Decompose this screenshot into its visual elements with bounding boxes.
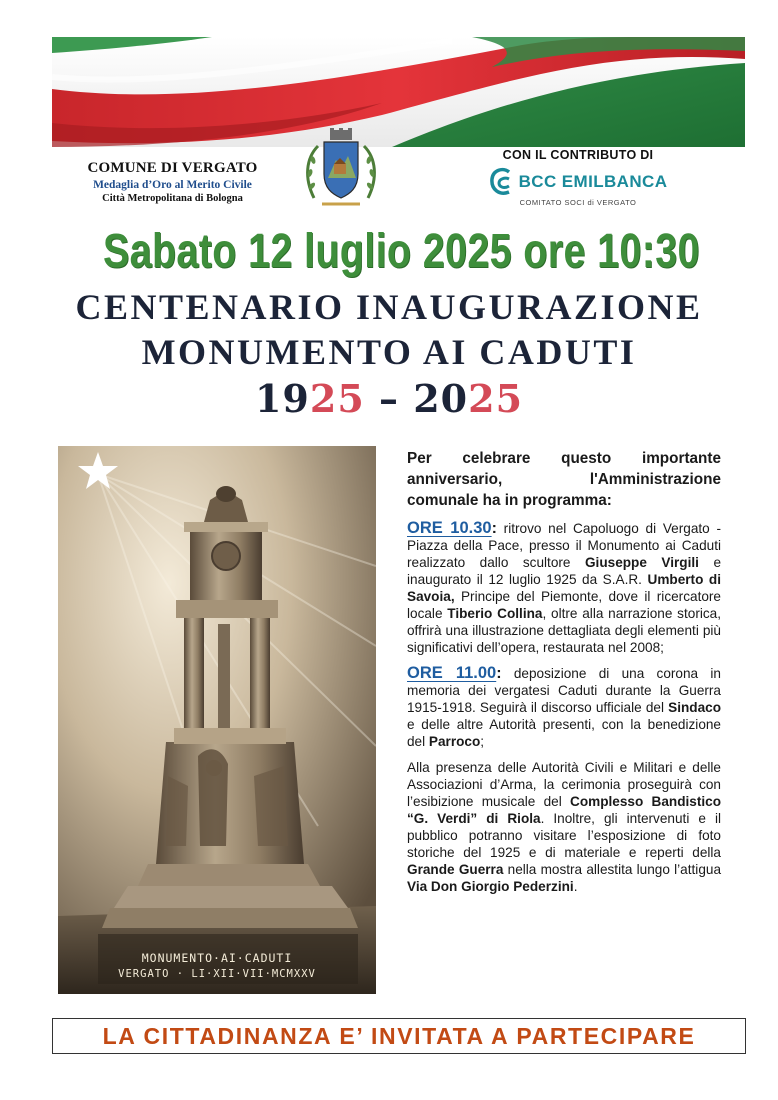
year-start-prefix: 19 — [254, 376, 310, 421]
invitation-banner — [52, 1018, 746, 1054]
event-date-time: Sabato 12 luglio 2025 ore 10:30 — [103, 225, 700, 278]
comune-block — [60, 160, 285, 204]
program-item-1-time: ORE 10.30 — [407, 519, 492, 537]
street-name: Via Don Giorgio Pederzini — [407, 879, 574, 894]
bank-logo-icon — [489, 167, 515, 197]
sponsor-intro: CON IL CONTRIBUTO DI — [502, 148, 654, 162]
sponsor-subtitle: COMITATO SOCI di VERGATO — [519, 198, 637, 207]
program-item-1: ORE 10.30: ritrovo nel Capoluogo di Vergato - Piazza della Pace, presso il Monumento ai Caduti realizzato dallo scultore Giuseppe Virgili e inaugurato il 12 luglio 1925 da S.A.R. Umberto di Savoia, Principe del Piemonte, dove il ricercatore locale Tiberio Collina, oltre alla narrazione storica, offrirà una illustrazione dettagliata degli elementi più significativi dell’opera, restaurata nel 2008; — [407, 519, 722, 655]
year-end-suffix: 25 — [468, 376, 524, 421]
program-intro-text: Per celebrare questo importante anniversario, l'Amministrazione — [407, 450, 721, 488]
photo-caption-line2: VERGATO · LI·XII·VII·MCMXXV — [118, 968, 316, 980]
photo-caption-line1: MONUMENTO·AI·CADUTI — [141, 951, 293, 965]
program-item-2: ORE 11.00: deposizione di una corona in memoria dei vergatesi Caduti durante la Guerra 1915-1918. Seguirà il discorso ufficiale del Sindaco e delle altre Autorità presenti, con la benedizione del Parroco; — [407, 664, 721, 749]
great-war-label: Grande Guerra — [407, 862, 504, 877]
monument-photo — [58, 446, 376, 994]
researcher-name: Tiberio Collina — [447, 606, 543, 621]
comune-metro: Città Metropolitana di Bologna — [102, 193, 243, 204]
mayor-label: Sindaco — [668, 700, 721, 715]
event-years — [200, 376, 578, 421]
sponsor-block — [478, 148, 678, 207]
band-name: Complesso Bandistico “G. Verdi” di Riola — [407, 794, 721, 826]
priest-label: Parroco — [428, 734, 481, 749]
program-intro — [407, 448, 721, 511]
program-item-2-time: ORE 11.00 — [407, 664, 497, 682]
flag-ribbon-banner — [52, 37, 745, 147]
prince-name: Umberto di Savoia, — [407, 572, 721, 604]
sponsor-bank-name: BCC EMILBANCA — [518, 172, 668, 191]
comune-name: COMUNE DI VERGATO — [87, 160, 258, 176]
event-title-line1: CENTENARIO INAUGURAZIONE — [75, 287, 703, 327]
program-closing: Alla presenza delle Autorità Civili e Militari e delle Associazioni d’Arma, la cerimonia proseguirà con l’esibizione musicale del Complesso Bandistico “G. Verdi” di Riola. Inoltre, gli intervenuti e il pubblico potranno visitare l’esposizione di foto storiche del 1925 e di materiale e reperti della Grande Guerra nella mostra allestita lungo l’attigua Via Don Giorgio Pederzini. — [407, 760, 722, 894]
year-separator: – — [364, 376, 414, 421]
program-intro-end: comunale ha in programma: — [407, 492, 612, 509]
year-start-suffix: 25 — [309, 376, 365, 421]
year-end-prefix: 20 — [413, 376, 469, 421]
sculptor-name: Giuseppe Virgili — [584, 555, 699, 570]
comune-medal: Medaglia d’Oro al Merito Civile — [93, 179, 252, 191]
municipal-crest-icon — [304, 128, 378, 210]
event-title-line2: MONUMENTO AI CADUTI — [141, 332, 637, 372]
program-text — [407, 448, 721, 895]
invitation-text: LA CITTADINANZA E’ INVITATA A PARTECIPARE — [102, 1022, 696, 1049]
